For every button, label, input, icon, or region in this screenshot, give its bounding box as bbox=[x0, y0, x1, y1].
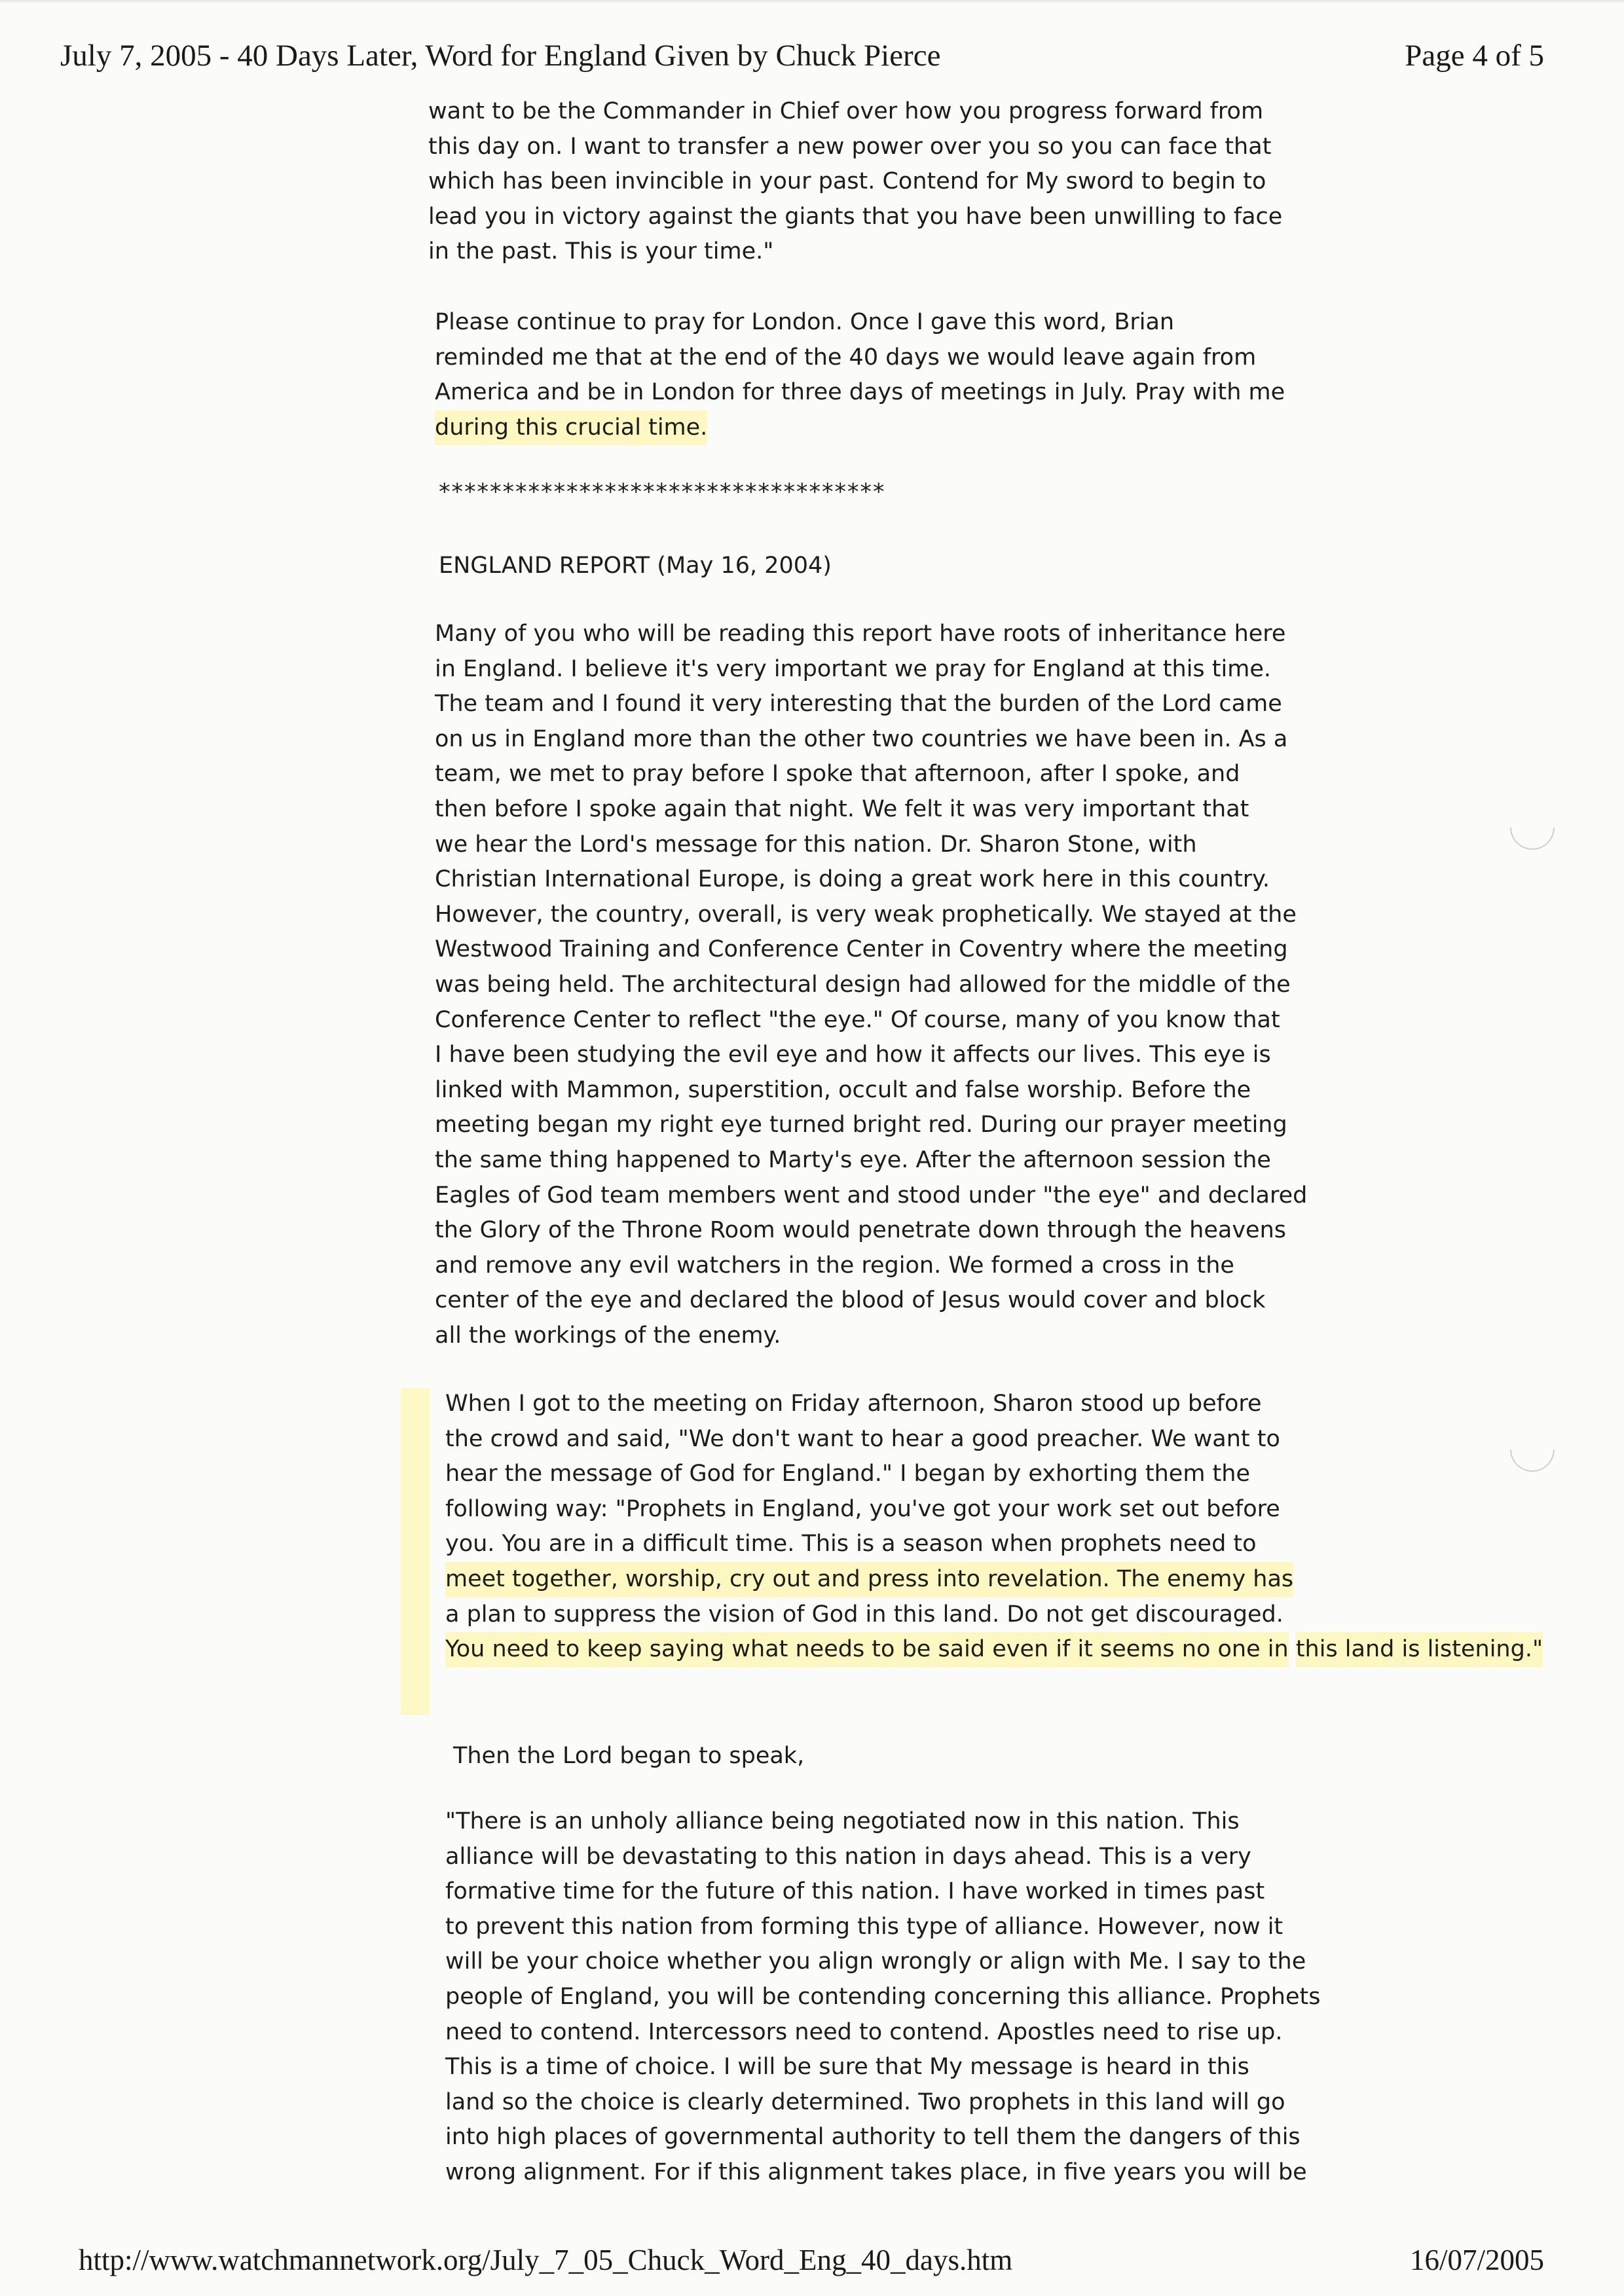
punch-hole-mark bbox=[1501, 796, 1564, 859]
paragraph-unholy-alliance bbox=[445, 1804, 1320, 2191]
text-line: "There is an unholy alliance being negotiated now in this nation. This bbox=[445, 1808, 1240, 1834]
text-line: hear the message of God for England." I began by exhorting them the bbox=[445, 1461, 1250, 1487]
text-line-highlighted: meet together, worship, cry out and press into revelation. The enemy has bbox=[445, 1562, 1293, 1597]
text-line: This is a time of choice. I will be sure that My message is heard in this bbox=[445, 2054, 1249, 2081]
text-line: center of the eye and declared the blood of Jesus would cover and block bbox=[435, 1287, 1266, 1314]
text-line: Westwood Training and Conference Center in Coventry where the meeting bbox=[435, 936, 1288, 963]
text-line: the Glory of the Throne Room would penetrate down through the heavens bbox=[435, 1217, 1287, 1244]
text-line: will be your choice whether you align wrongly or align with Me. I say to the bbox=[445, 1948, 1306, 1975]
text-line: we hear the Lord's message for this nation. Dr. Sharon Stone, with bbox=[435, 831, 1197, 858]
text-line: on us in England more than the other two countries we have been in. As a bbox=[435, 725, 1288, 752]
text-line: meeting began my right eye turned bright red. During our prayer meeting bbox=[435, 1112, 1287, 1139]
text-line: alliance will be devastating to this nation in days ahead. This is a very bbox=[445, 1843, 1251, 1870]
text-line: Conference Center to reflect "the eye." Of course, many of you know that bbox=[435, 1006, 1280, 1033]
text-line: lead you in victory against the giants that you have been unwilling to face bbox=[428, 203, 1283, 230]
text-line: Many of you who will be reading this report have roots of inheritance here bbox=[435, 621, 1286, 647]
text-line: in England. I believe it's very important we pray for England at this time. bbox=[435, 655, 1271, 682]
text-line: into high places of governmental authority to tell them the dangers of this bbox=[445, 2124, 1301, 2151]
text-line: When I got to the meeting on Friday afternoon, Sharon stood up before bbox=[445, 1391, 1262, 1417]
paragraph-england-report bbox=[435, 617, 1307, 1353]
text-line: However, the country, overall, is very weak prophetically. We stayed at the bbox=[435, 901, 1297, 928]
paragraph-friday-meeting bbox=[445, 1387, 1543, 1667]
text-line: was being held. The architectural design had allowed for the middle of the bbox=[435, 971, 1291, 998]
paragraph-lord-began bbox=[453, 1739, 804, 1774]
text-line: this day on. I want to transfer a new power over you so you can face that bbox=[428, 133, 1272, 160]
text-line: you. You are in a difficult time. This is a season when prophets need to bbox=[445, 1531, 1257, 1558]
separator-line bbox=[439, 475, 886, 511]
paragraph-word-continued bbox=[428, 94, 1282, 270]
text-line: a plan to suppress the vision of God in this land. Do not get discouraged. bbox=[445, 1601, 1283, 1628]
header-title: July 7, 2005 - 40 Days Later, Word for England Given by Chuck Pierce bbox=[60, 39, 941, 73]
text-line-highlighted: this land is listening." bbox=[1296, 1632, 1543, 1667]
text-line: want to be the Commander in Chief over how you progress forward from bbox=[428, 98, 1264, 124]
text-line: people of England, you will be contending concerning this alliance. Prophets bbox=[445, 1983, 1321, 2010]
text-line: I have been studying the evil eye and how it affects our lives. This eye is bbox=[435, 1042, 1271, 1068]
text-line: Christian International Europe, is doing a great work here in this country. bbox=[435, 866, 1270, 893]
text-line-highlighted: during this crucial time. bbox=[435, 410, 707, 446]
text-line: land so the choice is clearly determined. Two prophets in this land will go bbox=[445, 2088, 1285, 2115]
text-line: team, we met to pray before I spoke that afternoon, after I spoke, and bbox=[435, 761, 1240, 788]
text-line: and remove any evil watchers in the region. We formed a cross in the bbox=[435, 1252, 1234, 1279]
paragraph-pray-for-london bbox=[435, 305, 1285, 445]
text-line: the crowd and said, "We don't want to hear a good preacher. We want to bbox=[445, 1425, 1280, 1452]
asterisk-separator: *********************************** bbox=[439, 479, 886, 505]
england-report-heading: ENGLAND REPORT (May 16, 2004) bbox=[439, 553, 832, 579]
text-line: the same thing happened to Marty's eye. After the afternoon session the bbox=[435, 1146, 1271, 1173]
text-line: need to contend. Intercessors need to contend. Apostles need to rise up. bbox=[445, 2018, 1283, 2045]
text-line: which has been invincible in your past. Contend for My sword to begin to bbox=[428, 168, 1266, 195]
text-line: formative time for the future of this nation. I have worked in times past bbox=[445, 1878, 1265, 1905]
text-line: in the past. This is your time." bbox=[428, 238, 774, 265]
header-page-number: Page 4 of 5 bbox=[1405, 39, 1544, 73]
text-line: following way: "Prophets in England, you've got your work set out before bbox=[445, 1495, 1280, 1522]
text-line: Please continue to pray for London. Once I gave this word, Brian bbox=[435, 309, 1175, 335]
text-line: to prevent this nation from forming this type of alliance. However, now it bbox=[445, 1913, 1283, 1940]
text-line: wrong alignment. For if this alignment takes place, in five years you will be bbox=[445, 2159, 1307, 2185]
text-line: linked with Mammon, superstition, occult and false worship. Before the bbox=[435, 1076, 1251, 1103]
text-line: then before I spoke again that night. We felt it was very important that bbox=[435, 795, 1249, 822]
text-line: America and be in London for three days of meetings in July. Pray with me bbox=[435, 379, 1285, 406]
text-line: all the workings of the enemy. bbox=[435, 1322, 781, 1349]
text-line: Then the Lord began to speak, bbox=[453, 1743, 805, 1769]
text-line: reminded me that at the end of the 40 days we would leave again from bbox=[435, 344, 1257, 371]
text-line-highlighted: You need to keep saying what needs to be said even if it seems no one in bbox=[445, 1632, 1289, 1667]
scan-edge bbox=[0, 0, 1624, 4]
text-line: The team and I found it very interesting that the burden of the Lord came bbox=[435, 691, 1282, 718]
footer-date: 16/07/2005 bbox=[1409, 2244, 1544, 2276]
footer-url: http://www.watchmannetwork.org/July_7_05_Chuck_Word_Eng_40_days.htm bbox=[79, 2244, 1013, 2276]
margin-highlight-mark bbox=[401, 1388, 430, 1715]
section-heading bbox=[439, 549, 832, 584]
text-line: Eagles of God team members went and stood under "the eye" and declared bbox=[435, 1182, 1308, 1209]
